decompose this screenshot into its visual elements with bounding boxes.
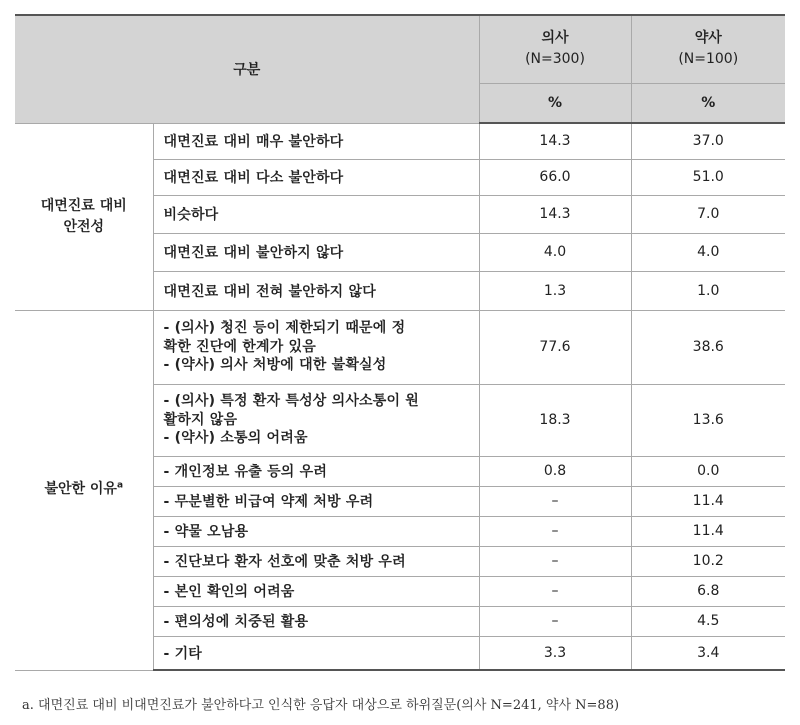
pharmacist-value: 0.0 bbox=[631, 456, 785, 486]
pharmacist-value: 1.0 bbox=[631, 271, 785, 310]
row-label: 대면진료 대비 전혀 불안하지 않다 bbox=[153, 271, 479, 310]
section2-title: 불안한 이유$^a$ bbox=[15, 310, 153, 670]
section1-title: 대면진료 대비 안전성 bbox=[15, 123, 153, 310]
row-label: - (의사) 특정 환자 특성상 의사소통이 원 활하지 않음 - (약사) 소통의 어려움 bbox=[153, 384, 479, 456]
footnote: a. 대면진료 대비 비대면진료가 불안하다고 인식한 응답자 대상으로 하위질문(의사 N=241, 약사 N=88) bbox=[22, 698, 620, 713]
row-label: 대면진료 대비 불안하지 않다 bbox=[153, 233, 479, 271]
doctor-value: 77.6 bbox=[479, 310, 631, 384]
pharmacist-value: 38.6 bbox=[631, 310, 785, 384]
doctor-value: – bbox=[479, 486, 631, 516]
doctor-value: 3.3 bbox=[479, 636, 631, 670]
pharmacist-unit: % bbox=[631, 83, 785, 123]
pharmacist-value: 11.4 bbox=[631, 516, 785, 546]
doctor-header bbox=[479, 15, 631, 83]
doctor-value: – bbox=[479, 606, 631, 636]
row-label: - 기타 bbox=[153, 636, 479, 670]
doctor-value: – bbox=[479, 516, 631, 546]
row-label: - (의사) 청진 등이 제한되기 때문에 정 확한 진단에 한계가 있음 - (약사) 의사 처방에 대한 불확실성 bbox=[153, 310, 479, 384]
doctor-header-n: (N=300) bbox=[525, 51, 585, 68]
table-row bbox=[15, 123, 785, 159]
pharmacist-value: 3.4 bbox=[631, 636, 785, 670]
doctor-value: 18.3 bbox=[479, 384, 631, 456]
pharmacist-value: 11.4 bbox=[631, 486, 785, 516]
row-label: 대면진료 대비 매우 불안하다 bbox=[153, 123, 479, 159]
doctor-value: 14.3 bbox=[479, 123, 631, 159]
table-row bbox=[15, 310, 785, 384]
row-label: - 개인정보 유출 등의 우려 bbox=[153, 456, 479, 486]
doctor-unit: % bbox=[479, 83, 631, 123]
category-header: 구분 bbox=[15, 15, 479, 123]
doctor-value: 14.3 bbox=[479, 195, 631, 233]
row-label: - 편의성에 치중된 활용 bbox=[153, 606, 479, 636]
pharmacist-value: 51.0 bbox=[631, 159, 785, 195]
survey-table bbox=[15, 14, 785, 671]
doctor-header-label: 의사 bbox=[541, 30, 569, 47]
doctor-value: 1.3 bbox=[479, 271, 631, 310]
doctor-value: 0.8 bbox=[479, 456, 631, 486]
pharmacist-value: 10.2 bbox=[631, 546, 785, 576]
pharmacist-value: 13.6 bbox=[631, 384, 785, 456]
pharmacist-value: 7.0 bbox=[631, 195, 785, 233]
doctor-value: 66.0 bbox=[479, 159, 631, 195]
row-label: 비슷하다 bbox=[153, 195, 479, 233]
doctor-value: – bbox=[479, 546, 631, 576]
pharmacist-header-label: 약사 bbox=[694, 30, 722, 47]
pharmacist-value: 4.5 bbox=[631, 606, 785, 636]
row-label: - 약물 오남용 bbox=[153, 516, 479, 546]
row-label: - 본인 확인의 어려움 bbox=[153, 576, 479, 606]
row-label: 대면진료 대비 다소 불안하다 bbox=[153, 159, 479, 195]
footnote-marker: a bbox=[116, 480, 124, 491]
pharmacist-value: 4.0 bbox=[631, 233, 785, 271]
pharmacist-header bbox=[631, 15, 785, 83]
row-label: - 무분별한 비급여 약제 처방 우려 bbox=[153, 486, 479, 516]
doctor-value: – bbox=[479, 576, 631, 606]
row-label: - 진단보다 환자 선호에 맞춘 처방 우려 bbox=[153, 546, 479, 576]
pharmacist-value: 6.8 bbox=[631, 576, 785, 606]
doctor-value: 4.0 bbox=[479, 233, 631, 271]
pharmacist-value: 37.0 bbox=[631, 123, 785, 159]
pharmacist-header-n: (N=100) bbox=[678, 51, 739, 68]
